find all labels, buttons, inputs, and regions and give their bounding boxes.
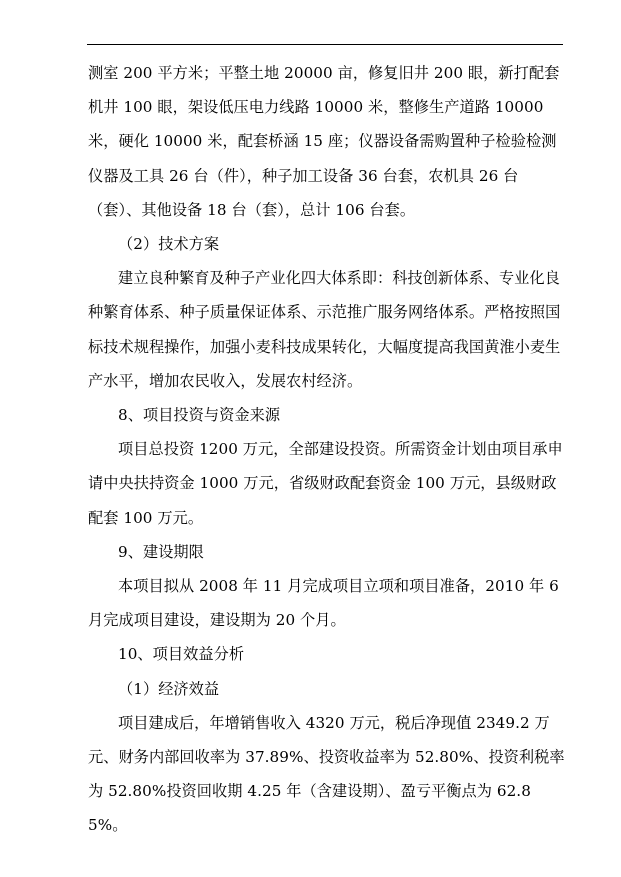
heading-technical-plan: （2）技术方案 [118,235,220,254]
paragraph-construction-period: 本项目拟从 2008 年 11 月完成项目立项和项目准备，2010 年 6 月完成项目建设，建设期为 20 个月。 [88,577,559,630]
paragraph-construction-contents: 测室 200 平方米；平整土地 20000 亩，修复旧井 200 眼，新打配套机井 100 眼，架设低压电力线路 10000 米，整修生产道路 10000 米，硬化 10000 米，配套桥涵 15 座；仪器设备需购置种子检验检测仪器及工具 26 台（件），种子加工设备 36 台套，农机具 26 台（套）、其他设备 18 台（套），总计 106 台套。 [88,64,560,219]
document-body [88,56,566,843]
paragraph-investment-funding: 项目总投资 1200 万元，全部建设投资。所需资金计划由项目承申请中央扶持资金 1000 万元，省级财政配套资金 100 万元，县级财政配套 100 万元。 [88,440,563,527]
header-rule [87,44,563,45]
heading-benefit-analysis: 10、项目效益分析 [118,645,245,664]
heading-construction-period: 9、建设期限 [118,542,204,561]
paragraph-technical-plan: 建立良种繁育及种子产业化四大体系即：科技创新体系、专业化良种繁育体系、种子质量保证体系、示范推广服务网络体系。严格按照国标技术规程操作，加强小麦科技成果转化，大幅度提高我国黄淮小麦生产水平，增加农民收入，发展农村经济。 [88,269,561,390]
heading-investment-funding: 8、项目投资与资金来源 [118,406,281,425]
paragraph-economic-benefit: 项目建成后，年增销售收入 4320 万元，税后净现值 2349.2 万元、财务内部回收率为 37.89%、投资收益率为 52.80%、投资利税率为 52.80%投资回收期 4.25 年（含建设期）、盈亏平衡点为 62.85%。 [88,713,565,835]
heading-economic-benefit: （1）经济效益 [118,679,220,698]
